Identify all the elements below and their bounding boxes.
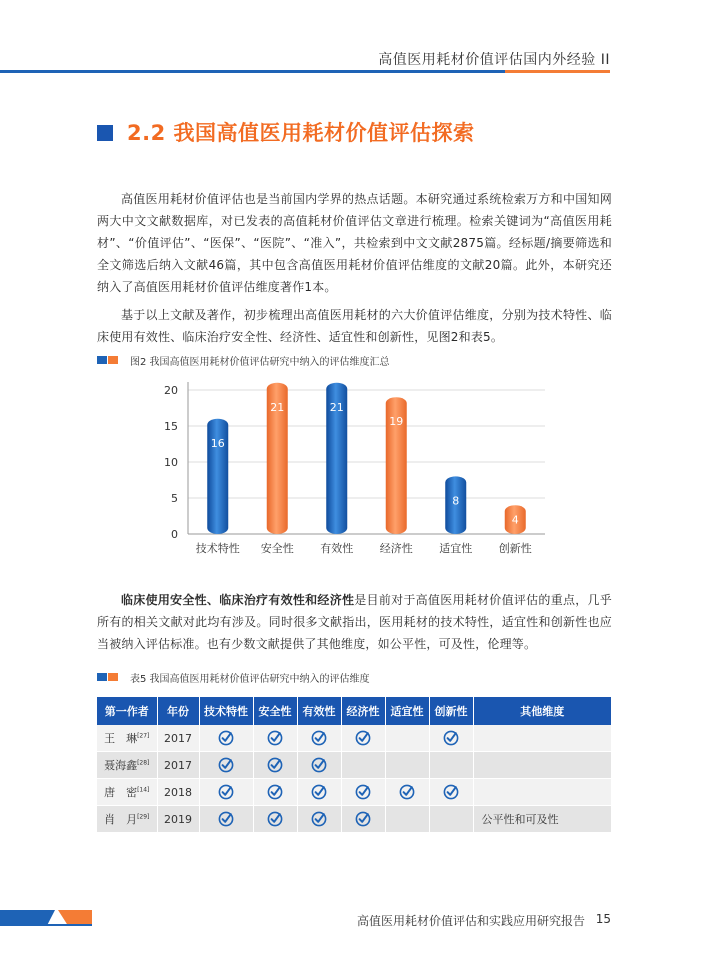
check-icon xyxy=(443,730,459,746)
table-header-cell: 第一作者 xyxy=(97,697,157,725)
dimension-cell-checked xyxy=(253,725,297,752)
dimension-cell-checked xyxy=(199,806,253,833)
dimension-cell-checked xyxy=(253,752,297,779)
author-cell xyxy=(97,779,157,806)
figure-caption: 图2 我国高值医用耗材价值评估研究中纳入的评估维度汇总 xyxy=(130,357,390,368)
bar-value-label: 19 xyxy=(389,415,404,429)
table-caption-icon xyxy=(97,673,118,681)
y-tick-label: 20 xyxy=(164,384,178,397)
check-icon xyxy=(355,784,371,800)
table-header-cell: 安全性 xyxy=(253,697,297,725)
running-header-title: 高值医用耗材价值评估国内外经验 II xyxy=(378,52,610,68)
table-row xyxy=(97,779,612,806)
dimension-cell-checked xyxy=(199,752,253,779)
bar-value-label: 8 xyxy=(452,494,460,508)
reference-number: [29] xyxy=(137,813,150,821)
year-cell: 2019 xyxy=(157,806,199,833)
bar-value-label: 4 xyxy=(511,513,519,527)
check-icon xyxy=(267,784,283,800)
y-tick-label: 10 xyxy=(164,456,178,469)
x-tick-label: 技术特性 xyxy=(195,542,240,555)
check-icon xyxy=(218,730,234,746)
reference-number: [14] xyxy=(137,786,150,794)
dimension-cell-checked xyxy=(297,806,341,833)
year-cell: 2017 xyxy=(157,725,199,752)
table-header-cell: 技术特性 xyxy=(199,697,253,725)
dimension-cell-checked xyxy=(429,725,473,752)
check-icon xyxy=(218,784,234,800)
y-tick-label: 15 xyxy=(164,420,178,433)
check-icon xyxy=(355,730,371,746)
dimension-cell-checked xyxy=(199,779,253,806)
evaluation-dimension-table xyxy=(97,697,612,833)
dimension-cell-checked xyxy=(253,806,297,833)
table-row xyxy=(97,806,612,833)
other-dimensions-cell xyxy=(473,752,612,779)
check-icon xyxy=(267,757,283,773)
table-header-cell: 有效性 xyxy=(297,697,341,725)
dimension-cell-checked xyxy=(297,779,341,806)
x-tick-label: 创新性 xyxy=(498,542,532,555)
author-name: 唐 密 xyxy=(104,786,138,799)
year-cell: 2017 xyxy=(157,752,199,779)
check-icon xyxy=(218,757,234,773)
key-dimensions-bold: 临床使用安全性、临床治疗有效性和经济性 xyxy=(121,593,355,607)
check-icon xyxy=(355,811,371,827)
other-dimensions-cell: 公平性和可及性 xyxy=(473,806,612,833)
author-cell xyxy=(97,725,157,752)
x-tick-label: 有效性 xyxy=(320,542,354,555)
check-icon xyxy=(311,730,327,746)
x-tick-label: 安全性 xyxy=(260,542,294,555)
dimension-cell-empty xyxy=(385,752,429,779)
reference-number: [28] xyxy=(137,759,150,767)
bar-value-label: 16 xyxy=(210,436,225,450)
table-header-cell: 适宜性 xyxy=(385,697,429,725)
key-dimensions-rest: 是目前对于高值医用耗材价值评估的重点，几乎所有的相关文献对此均有涉及。同时很多文献指出，医用耗材的技术特性，适宜性和创新性也应当被纳入评估标准。也有少数文献提供了其他维度，如公平性，可及性，伦理等。 xyxy=(97,593,612,651)
dimension-cell-empty xyxy=(429,752,473,779)
check-icon xyxy=(218,811,234,827)
paragraph-key-dimensions xyxy=(97,589,612,655)
dimension-cell-checked xyxy=(429,779,473,806)
dimension-cell-checked xyxy=(341,725,385,752)
dimension-cell-checked xyxy=(385,779,429,806)
check-icon xyxy=(267,730,283,746)
table-header-cell: 经济性 xyxy=(341,697,385,725)
table-header-cell: 创新性 xyxy=(429,697,473,725)
author-name: 王 琳 xyxy=(104,732,138,745)
bar-value-label: 21 xyxy=(270,400,285,414)
page-number: 15 xyxy=(595,912,611,926)
dimension-cell-checked xyxy=(341,806,385,833)
table-caption: 表5 我国高值医用耗材价值评估研究中纳入的评估维度 xyxy=(130,674,370,685)
chart-bars xyxy=(207,383,526,534)
x-tick-label: 经济性 xyxy=(379,542,413,555)
check-icon xyxy=(267,811,283,827)
paragraph-literature-search: 高值医用耗材价值评估也是当前国内学界的热点话题。本研究通过系统检索万方和中国知网两大中文文献数据库，对已发表的高值耗材价值评估文章进行梳理。检索关键词为“高值医用耗材”、“价值评估”、“医保”、“医院”、“准入”，共检索到中文文献2875篇。经标题/摘要筛选和全文筛选后纳入文献46篇，其中包含高值医用耗材价值评估维度的文献20篇。此外，本研究还纳入了高值医用耗材价值评估维度著作1本。 xyxy=(97,192,612,294)
reference-number: [27] xyxy=(137,732,150,740)
dimension-cell-checked xyxy=(253,779,297,806)
chart-gridlines xyxy=(188,390,545,498)
dimension-cell-checked xyxy=(297,752,341,779)
dimension-cell-checked xyxy=(297,725,341,752)
year-cell: 2018 xyxy=(157,779,199,806)
y-tick-label: 5 xyxy=(171,492,178,505)
table-header-row xyxy=(97,697,612,725)
author-name: 肖 月 xyxy=(104,813,138,826)
other-dimensions-cell xyxy=(473,779,612,806)
check-icon xyxy=(399,784,415,800)
check-icon xyxy=(443,784,459,800)
y-tick-label: 0 xyxy=(171,528,178,541)
table-row xyxy=(97,752,612,779)
author-name: 聂海鑫 xyxy=(104,759,138,772)
author-cell xyxy=(97,806,157,833)
table-header-cell: 其他维度 xyxy=(473,697,612,725)
footer-rule xyxy=(0,924,92,926)
dimension-cell-checked xyxy=(199,725,253,752)
paragraph-six-dimensions: 基于以上文献及著作，初步梳理出高值医用耗材的六大价值评估维度，分别为技术特性、临床使用有效性、临床治疗安全性、经济性、适宜性和创新性，见图2和表5。 xyxy=(97,308,612,344)
check-icon xyxy=(311,757,327,773)
section-title: 2.2 我国高值医用耗材价值评估探索 xyxy=(127,121,475,145)
dimension-cell-empty xyxy=(385,806,429,833)
dimension-cell-empty xyxy=(429,806,473,833)
dimension-cell-checked xyxy=(341,779,385,806)
table-row xyxy=(97,725,612,752)
check-icon xyxy=(311,811,327,827)
other-dimensions-cell xyxy=(473,725,612,752)
bar-value-label: 21 xyxy=(329,400,344,414)
footer-report-title: 高值医用耗材价值评估和实践应用研究报告 xyxy=(356,914,585,928)
table-header-cell: 年份 xyxy=(157,697,199,725)
x-tick-label: 适宜性 xyxy=(439,542,473,555)
dimension-cell-empty xyxy=(341,752,385,779)
check-icon xyxy=(311,784,327,800)
author-cell xyxy=(97,752,157,779)
dimension-cell-empty xyxy=(385,725,429,752)
